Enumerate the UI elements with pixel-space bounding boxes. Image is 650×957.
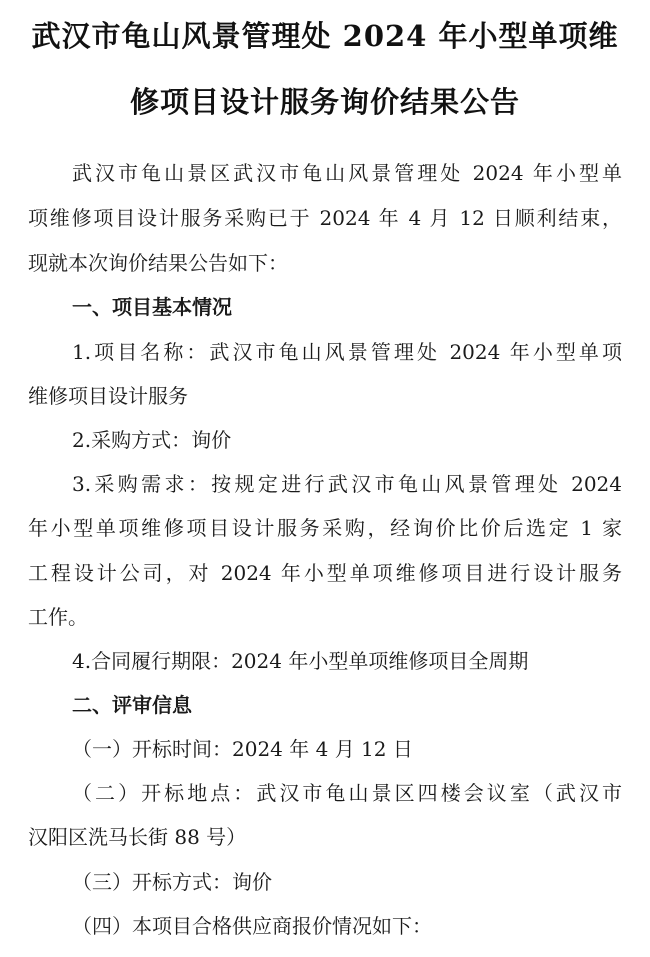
item-procurement-need-line-4: 工作。 [28, 605, 88, 629]
section-heading-review-info: 二、评审信息 [72, 693, 192, 717]
item-procurement-need-line-3: 工程设计公司，对 2024 年小型单项维修项目进行设计服务 [28, 561, 622, 585]
review-opening-location-line-1: （二）开标地点：武汉市龟山景区四楼会议室（武汉市 [72, 781, 622, 805]
review-supplier-quotes: （四）本项目合格供应商报价情况如下： [72, 914, 432, 938]
section-heading-project-info: 一、项目基本情况 [72, 295, 232, 319]
intro-line-3: 现就本次询价结果公告如下： [28, 251, 288, 275]
item-procurement-need-line-2: 年小型单项维修项目设计服务采购，经询价比价后选定 1 家 [28, 516, 622, 540]
intro-line-2: 项维修项目设计服务采购已于 2024 年 4 月 12 日顺利结束， [28, 206, 622, 230]
review-opening-location-line-2: 汉阳区洗马长街 88 号） [28, 825, 247, 849]
item-procurement-need-line-1: 3.采购需求：按规定进行武汉市龟山风景管理处 2024 [72, 472, 622, 496]
review-opening-method: （三）开标方式：询价 [72, 870, 272, 894]
item-project-name-line-1: 1.项目名称：武汉市龟山风景管理处 2024 年小型单项 [72, 340, 622, 364]
intro-line-1: 武汉市龟山景区武汉市龟山风景管理处 2024 年小型单 [72, 161, 622, 185]
item-procurement-method: 2.采购方式：询价 [72, 428, 232, 452]
announcement-title-line-2: 修项目设计服务询价结果公告 [129, 85, 520, 119]
item-contract-period: 4.合同履行期限：2024 年小型单项维修项目全周期 [72, 649, 529, 673]
announcement-title-line-1: 武汉市龟山风景管理处 2024 年小型单项维 [31, 19, 619, 53]
item-project-name-line-2: 维修项目设计服务 [28, 384, 188, 408]
review-opening-time: （一）开标时间：2024 年 4 月 12 日 [72, 737, 413, 761]
